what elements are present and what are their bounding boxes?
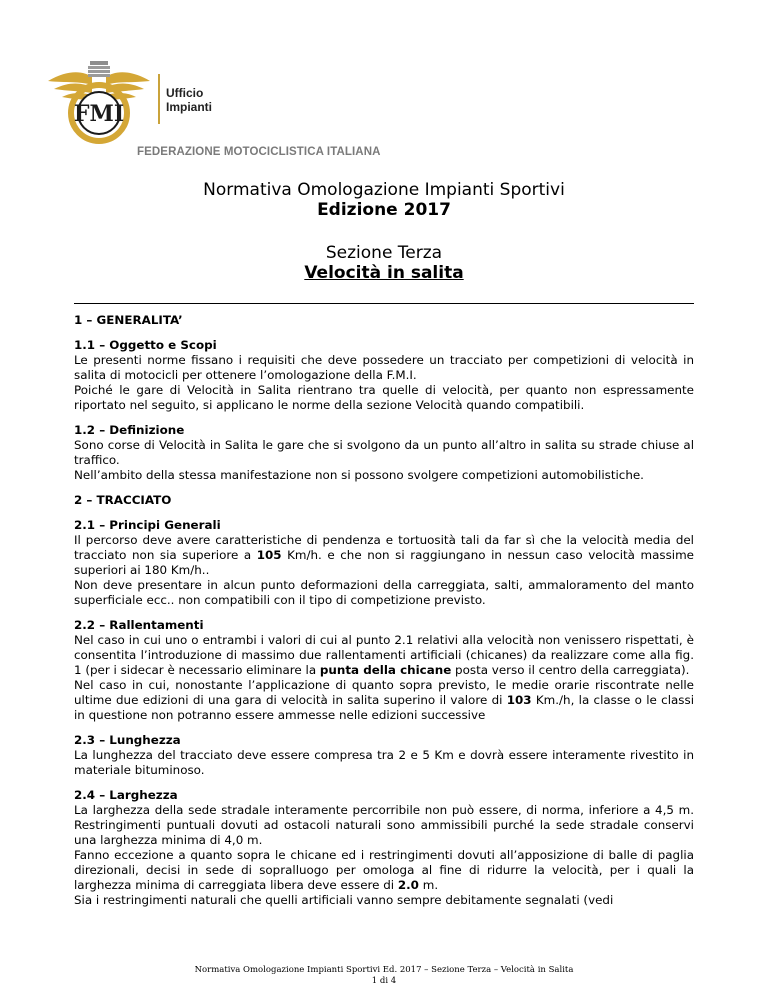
section-subtitle: Velocità in salita: [304, 263, 464, 283]
heading-generalita: 1 – GENERALITA’: [74, 313, 183, 327]
document-titles: [0, 180, 768, 283]
page-footer: [0, 965, 768, 987]
paragraph: Nell’ambito della stessa manifestazione non si possono svolgere competizioni automobilistiche.: [74, 468, 644, 482]
paragraph: Le presenti norme fissano i requisiti che deve possedere un tracciato per competizioni di velocità in salita di motocicli per ottenere l’omologazione della F.M.I.: [74, 353, 694, 382]
paragraph: Poiché le gare di Velocità in Salita rientrano tra quelle di velocità, per quanto non espressamente riportato nel seguito, si applicano le norme della sezione Velocità quando compatibili.: [74, 383, 694, 412]
heading-tracciato: 2 – TRACCIATO: [74, 493, 172, 507]
office-line-2: Impianti: [166, 100, 213, 114]
fmi-logo: [40, 55, 158, 145]
document-title: Normativa Omologazione Impianti Sportivi: [203, 180, 565, 200]
paragraph: Fanno eccezione a quanto sopra le chicane ed i restringimenti dovuti all’apposizione di balle di paglia direzionali, decisi in sede di sopralluogo per omologa al fine di ridurre la velocità, per i quali la larghezza minima di carreggiata libera deve essere di 2.0 m.: [74, 848, 694, 892]
svg-text:FMI: FMI: [73, 101, 125, 127]
footer-text: Normativa Omologazione Impianti Sportivi Ed. 2017 – Sezione Terza – Velocità in Salita: [194, 965, 574, 975]
heading-principi: 2.1 – Principi Generali: [74, 518, 221, 532]
heading-definizione: 1.2 – Definizione: [74, 423, 185, 437]
heading-larghezza: 2.4 – Larghezza: [74, 788, 178, 802]
paragraph: Il percorso deve avere caratteristiche di pendenza e tortuosità tali da far sì che la velocità media del tracciato non sia superiore a 105 Km/h. e che non si raggiungano in nessun caso velocità massime superiori ai 180 Km/h..: [74, 533, 694, 577]
document-body: [74, 313, 694, 908]
heading-oggetto: 1.1 – Oggetto e Scopi: [74, 338, 217, 352]
paragraph: Nel caso in cui uno o entrambi i valori di cui al punto 2.1 relativi alla velocità non venissero rispettati, è consentita l’introduzione di massimo due rallentamenti artificiali (chicanes) da realizzare come alla fig. 1 (per i sidecar è necessario eliminare la punta della chicane posta verso il centro della carreggiata).: [74, 633, 694, 677]
paragraph: Sono corse di Velocità in Salita le gare che si svolgono da un punto all’altro in salita su strade chiuse al traffico.: [74, 438, 694, 467]
heading-rallentamenti: 2.2 – Rallentamenti: [74, 618, 204, 632]
office-label: [166, 86, 212, 114]
paragraph: Non deve presentare in alcun punto deformazioni della carreggiata, salti, ammaloramento del manto superficiale ecc.. non compatibili con il tipo di competizione previsto.: [74, 578, 694, 607]
edition-title: Edizione 2017: [317, 200, 451, 220]
paragraph: La larghezza della sede stradale interamente percorribile non può essere, di norma, inferiore a 4,5 m. Restringimenti puntuali dovuti ad ostacoli naturali sono ammissibili purché la sede stradale conservi una larghezza minima di 4,0 m.: [74, 803, 694, 847]
paragraph: Sia i restringimenti naturali che quelli artificiali vanno sempre debitamente segnalati (vedi: [74, 893, 614, 907]
logo-separator: [158, 74, 160, 124]
office-line-1: Ufficio: [166, 86, 204, 100]
paragraph: La lunghezza del tracciato deve essere compresa tra 2 e 5 Km e dovrà essere interamente rivestito in materiale bituminoso.: [74, 748, 694, 777]
section-title: Sezione Terza: [325, 243, 443, 263]
paragraph: Nel caso in cui, nonostante l’applicazione di quanto sopra previsto, le medie orarie riscontrate nelle ultime due edizioni di una gara di velocità in salita superino il valore di 103 Km./h, la classe o le classi in questione non potranno essere ammesse nelle edizioni successive: [74, 678, 694, 722]
page-header: [0, 0, 768, 170]
divider: [74, 303, 694, 304]
federation-name: FEDERAZIONE MOTOCICLISTICA ITALIANA: [137, 146, 381, 158]
page-number: 1 di 4: [371, 976, 397, 986]
heading-lunghezza: 2.3 – Lunghezza: [74, 733, 181, 747]
